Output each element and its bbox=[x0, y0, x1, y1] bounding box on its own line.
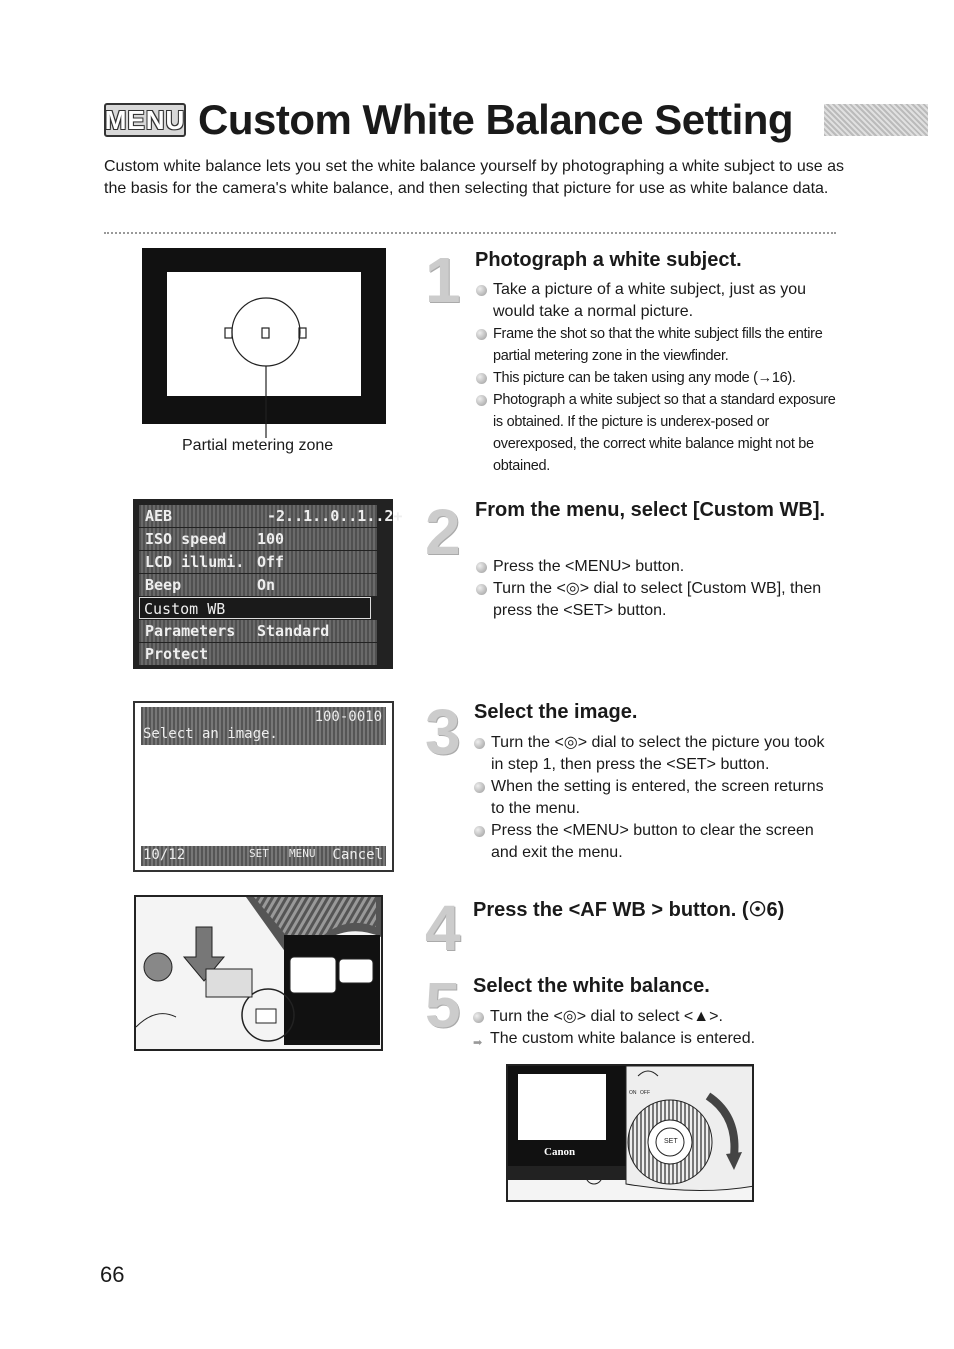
bullet-icon bbox=[476, 285, 487, 296]
viewfinder-caption: Partial metering zone bbox=[182, 437, 334, 454]
step-1-heading: Photograph a white subject. bbox=[475, 249, 742, 271]
title-row bbox=[104, 94, 793, 146]
power-on-label: ON bbox=[629, 1090, 637, 1096]
menu-row: Parameters Standard bbox=[139, 620, 377, 642]
bullet-icon bbox=[474, 738, 485, 749]
brand-logo: Canon bbox=[544, 1146, 576, 1158]
bullet-icon bbox=[474, 782, 485, 793]
list-item: Turn the <◎> dial to select <▲>. bbox=[473, 1006, 837, 1028]
intro-paragraph: Custom white balance lets you set the white balance yourself by photographing a white subject to use as the basis for the camera's white balance, and then selecting that picture for use as white balance data. bbox=[104, 158, 844, 197]
list-item: ➡ The custom white balance is entered. bbox=[473, 1028, 837, 1050]
page-title: Custom White Balance Setting bbox=[198, 96, 794, 143]
step-2-bullets bbox=[476, 556, 838, 622]
step-2-heading: From the menu, select [Custom WB]. bbox=[475, 499, 826, 521]
step-5-bullets bbox=[473, 1006, 837, 1050]
list-item: Take a picture of a white subject, just as you would take a normal picture. bbox=[476, 279, 838, 323]
step-5-heading: Select the white balance. bbox=[473, 975, 710, 997]
metering-zone-icon bbox=[142, 248, 386, 448]
screen-top-bar: 100-0010 Select an image. bbox=[141, 707, 386, 745]
menu-row-selected: Custom WB bbox=[139, 597, 371, 619]
step-4-heading: Press the <AF WB > button. (☉6) bbox=[473, 899, 785, 921]
camera-top-illustration bbox=[134, 895, 383, 1051]
menu-row: ISO speed 100 bbox=[139, 528, 377, 550]
list-item: Turn the <◎> dial to select [Custom WB], then press the <SET> button. bbox=[476, 578, 838, 622]
title-decoration-bar bbox=[824, 104, 928, 136]
section-divider bbox=[104, 232, 836, 234]
step-3-heading: Select the image. bbox=[474, 701, 638, 723]
list-item: Press the <MENU> button. bbox=[476, 556, 838, 578]
set-button-label: SET bbox=[664, 1138, 678, 1145]
list-item: Turn the <◎> dial to select the picture you took in step 1, then press the <SET> button. bbox=[474, 732, 838, 776]
step-number-1: 1 bbox=[425, 244, 461, 316]
step-number-4: 4 bbox=[425, 892, 461, 964]
menu-row: AEB -2..1..0..1..2+ bbox=[139, 505, 377, 527]
list-item: Press the <MENU> button to clear the screen and exit the menu. bbox=[474, 820, 838, 864]
bullet-icon bbox=[476, 329, 487, 340]
menu-row: LCD illumi. Off bbox=[139, 551, 377, 573]
menu-row: Beep On bbox=[139, 574, 377, 596]
list-item: This picture can be taken using any mode (→16). bbox=[476, 367, 838, 389]
page-number: 66 bbox=[100, 1262, 125, 1287]
bullet-icon bbox=[474, 826, 485, 837]
list-item: Frame the shot so that the white subject fills the entire partial metering zone in the viewfinder. bbox=[476, 323, 838, 367]
menu-row: Protect bbox=[139, 643, 377, 665]
arrow-right-icon: ➡ bbox=[473, 1037, 483, 1049]
bullet-icon bbox=[476, 395, 487, 406]
select-image-screen bbox=[133, 701, 394, 872]
camera-back-illustration bbox=[506, 1064, 754, 1202]
step-number-3: 3 bbox=[425, 696, 461, 768]
camera-top-icon bbox=[136, 897, 383, 1051]
bullet-icon bbox=[476, 562, 487, 573]
list-item: Photograph a white subject so that a standard exposure is obtained. If the picture is underex-posed or overexposed, the correct white balance might not be obtained. bbox=[476, 389, 838, 477]
step-number-5: 5 bbox=[425, 969, 461, 1041]
bullet-icon bbox=[473, 1012, 484, 1023]
lcd-menu-screen bbox=[133, 499, 403, 669]
power-off-label: OFF bbox=[640, 1090, 650, 1096]
step-3-bullets bbox=[474, 732, 838, 864]
bullet-icon bbox=[476, 584, 487, 595]
camera-back-icon bbox=[508, 1066, 754, 1202]
menu-badge-icon: MENU bbox=[104, 103, 186, 137]
bullet-icon bbox=[476, 373, 487, 384]
step-number-2: 2 bbox=[425, 496, 461, 568]
screen-bottom-bar: 10/12 SET MENU Cancel bbox=[141, 846, 386, 866]
list-item: When the setting is entered, the screen returns to the menu. bbox=[474, 776, 838, 820]
step-1-bullets bbox=[476, 279, 838, 477]
